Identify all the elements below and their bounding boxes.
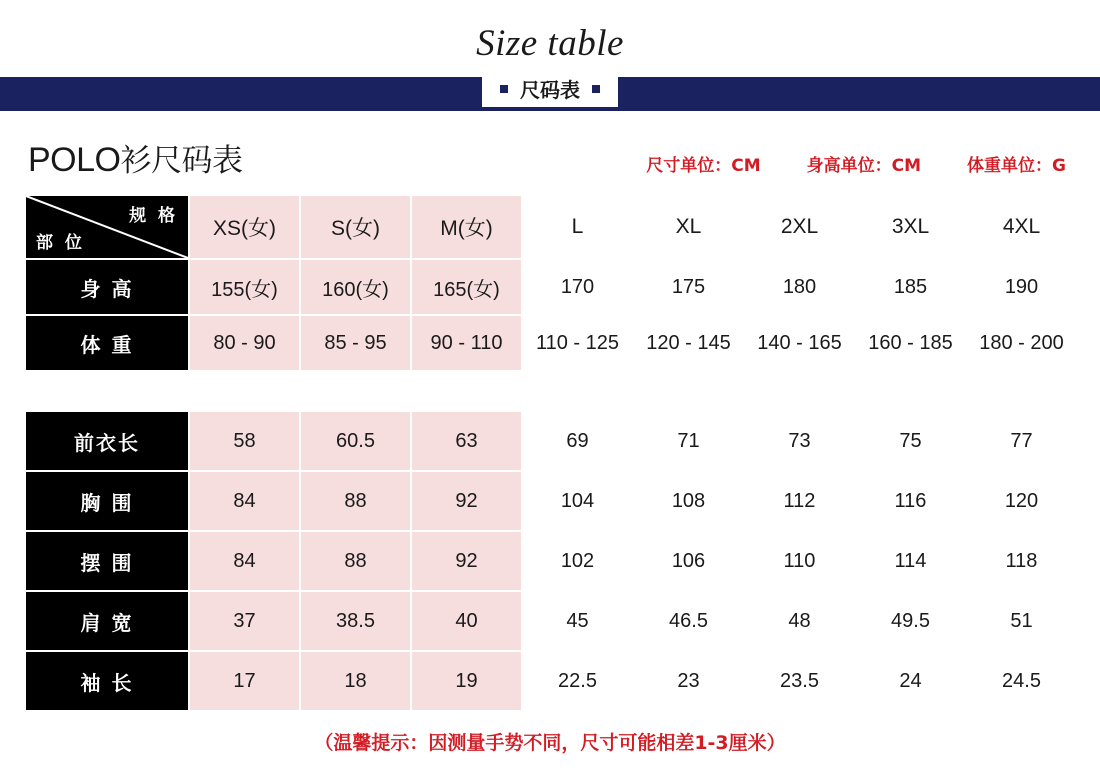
- cell-sleeve-4xl: 24.5: [966, 651, 1077, 711]
- corner-label-part: 部 位: [36, 233, 85, 253]
- cell-chest-3xl: 116: [855, 471, 966, 531]
- cell-hem-m: 92: [411, 531, 522, 591]
- cell-weight-4xl: 180 - 200: [966, 315, 1077, 371]
- cell-hem-3xl: 114: [855, 531, 966, 591]
- cell-sleeve-m: 19: [411, 651, 522, 711]
- cell-front-length-4xl: 77: [966, 411, 1077, 471]
- corner-header-cell: [25, 195, 189, 259]
- cell-height-2xl: 180: [744, 259, 855, 315]
- cell-front-length-l: 69: [522, 411, 633, 471]
- row-label-chest: 胸 围: [25, 471, 189, 531]
- height-weight-table: [24, 194, 1078, 372]
- cell-front-length-xl: 71: [633, 411, 744, 471]
- cell-sleeve-l: 22.5: [522, 651, 633, 711]
- cell-sleeve-s: 18: [300, 651, 411, 711]
- cell-height-4xl: 190: [966, 259, 1077, 315]
- cell-front-length-3xl: 75: [855, 411, 966, 471]
- cell-front-length-xs: 58: [189, 411, 300, 471]
- cell-front-length-2xl: 73: [744, 411, 855, 471]
- table-row: [25, 411, 1077, 471]
- cell-front-length-m: 63: [411, 411, 522, 471]
- cell-hem-l: 102: [522, 531, 633, 591]
- cell-weight-l: 110 - 125: [522, 315, 633, 371]
- cell-shoulder-m: 40: [411, 591, 522, 651]
- size-header-4xl: 4XL: [966, 195, 1077, 259]
- page-title-cn: 尺码表: [520, 78, 580, 102]
- measurements-table: [24, 410, 1078, 712]
- row-label-height: 身 高: [25, 259, 189, 315]
- row-label-hem: 摆 围: [25, 531, 189, 591]
- table-row: [25, 531, 1077, 591]
- cell-shoulder-s: 38.5: [300, 591, 411, 651]
- table-header-row: [25, 195, 1077, 259]
- cell-chest-l: 104: [522, 471, 633, 531]
- page-title-en: Size table: [476, 23, 624, 64]
- row-label-shoulder: 肩 宽: [25, 591, 189, 651]
- unit-legend: [646, 151, 1072, 180]
- cell-shoulder-3xl: 49.5: [855, 591, 966, 651]
- cell-height-xs: 155(女): [189, 259, 300, 315]
- cell-sleeve-2xl: 23.5: [744, 651, 855, 711]
- size-header-2xl: 2XL: [744, 195, 855, 259]
- row-label-weight: 体 重: [25, 315, 189, 371]
- row-label-sleeve: 袖 长: [25, 651, 189, 711]
- size-chart-heading: [28, 135, 242, 180]
- size-header-m: M(女): [411, 195, 522, 259]
- cell-front-length-s: 60.5: [300, 411, 411, 471]
- row-label-front-length: 前衣长: [25, 411, 189, 471]
- cell-shoulder-2xl: 48: [744, 591, 855, 651]
- cell-weight-xl: 120 - 145: [633, 315, 744, 371]
- page-header: [0, 0, 1100, 111]
- square-bullet-right-icon: [592, 85, 600, 93]
- size-header-xl: XL: [633, 195, 744, 259]
- table-row: [25, 591, 1077, 651]
- cell-chest-xl: 108: [633, 471, 744, 531]
- corner-label-spec: 规 格: [129, 206, 178, 226]
- cell-shoulder-xs: 37: [189, 591, 300, 651]
- cell-sleeve-xl: 23: [633, 651, 744, 711]
- table-row: [25, 259, 1077, 315]
- unit-measure: 尺寸单位：CM: [646, 156, 761, 176]
- table-row: [25, 651, 1077, 711]
- cell-chest-s: 88: [300, 471, 411, 531]
- cell-hem-s: 88: [300, 531, 411, 591]
- cell-weight-2xl: 140 - 165: [744, 315, 855, 371]
- cell-shoulder-l: 45: [522, 591, 633, 651]
- heading-cn: 衫尺码表: [120, 143, 243, 179]
- table-row: [25, 471, 1077, 531]
- size-header-l: L: [522, 195, 633, 259]
- tables-container: [0, 194, 1100, 755]
- size-chart-title-row: [0, 111, 1100, 180]
- size-header-3xl: 3XL: [855, 195, 966, 259]
- cell-chest-2xl: 112: [744, 471, 855, 531]
- cell-height-3xl: 185: [855, 259, 966, 315]
- measurement-note: （温馨提示：因测量手势不同，尺寸可能相差1-3厘米）: [314, 732, 786, 754]
- cell-sleeve-3xl: 24: [855, 651, 966, 711]
- cell-shoulder-4xl: 51: [966, 591, 1077, 651]
- cell-hem-4xl: 118: [966, 531, 1077, 591]
- heading-latin: POLO: [28, 141, 121, 179]
- cell-height-xl: 175: [633, 259, 744, 315]
- cell-hem-xl: 106: [633, 531, 744, 591]
- cell-hem-2xl: 110: [744, 531, 855, 591]
- cell-height-l: 170: [522, 259, 633, 315]
- header-band: [0, 77, 1100, 111]
- cell-weight-xs: 80 - 90: [189, 315, 300, 371]
- cell-weight-m: 90 - 110: [411, 315, 522, 371]
- cell-chest-m: 92: [411, 471, 522, 531]
- cell-weight-s: 85 - 95: [300, 315, 411, 371]
- cell-height-m: 165(女): [411, 259, 522, 315]
- cell-shoulder-xl: 46.5: [633, 591, 744, 651]
- cell-chest-4xl: 120: [966, 471, 1077, 531]
- table-row: [25, 315, 1077, 371]
- cell-sleeve-xs: 17: [189, 651, 300, 711]
- cell-height-s: 160(女): [300, 259, 411, 315]
- size-header-s: S(女): [300, 195, 411, 259]
- cell-hem-xs: 84: [189, 531, 300, 591]
- size-header-xs: XS(女): [189, 195, 300, 259]
- cell-weight-3xl: 160 - 185: [855, 315, 966, 371]
- unit-weight: 体重单位：G: [967, 156, 1066, 176]
- square-bullet-left-icon: [500, 85, 508, 93]
- cell-chest-xs: 84: [189, 471, 300, 531]
- unit-height: 身高单位：CM: [806, 156, 922, 176]
- header-band-label: [482, 71, 618, 107]
